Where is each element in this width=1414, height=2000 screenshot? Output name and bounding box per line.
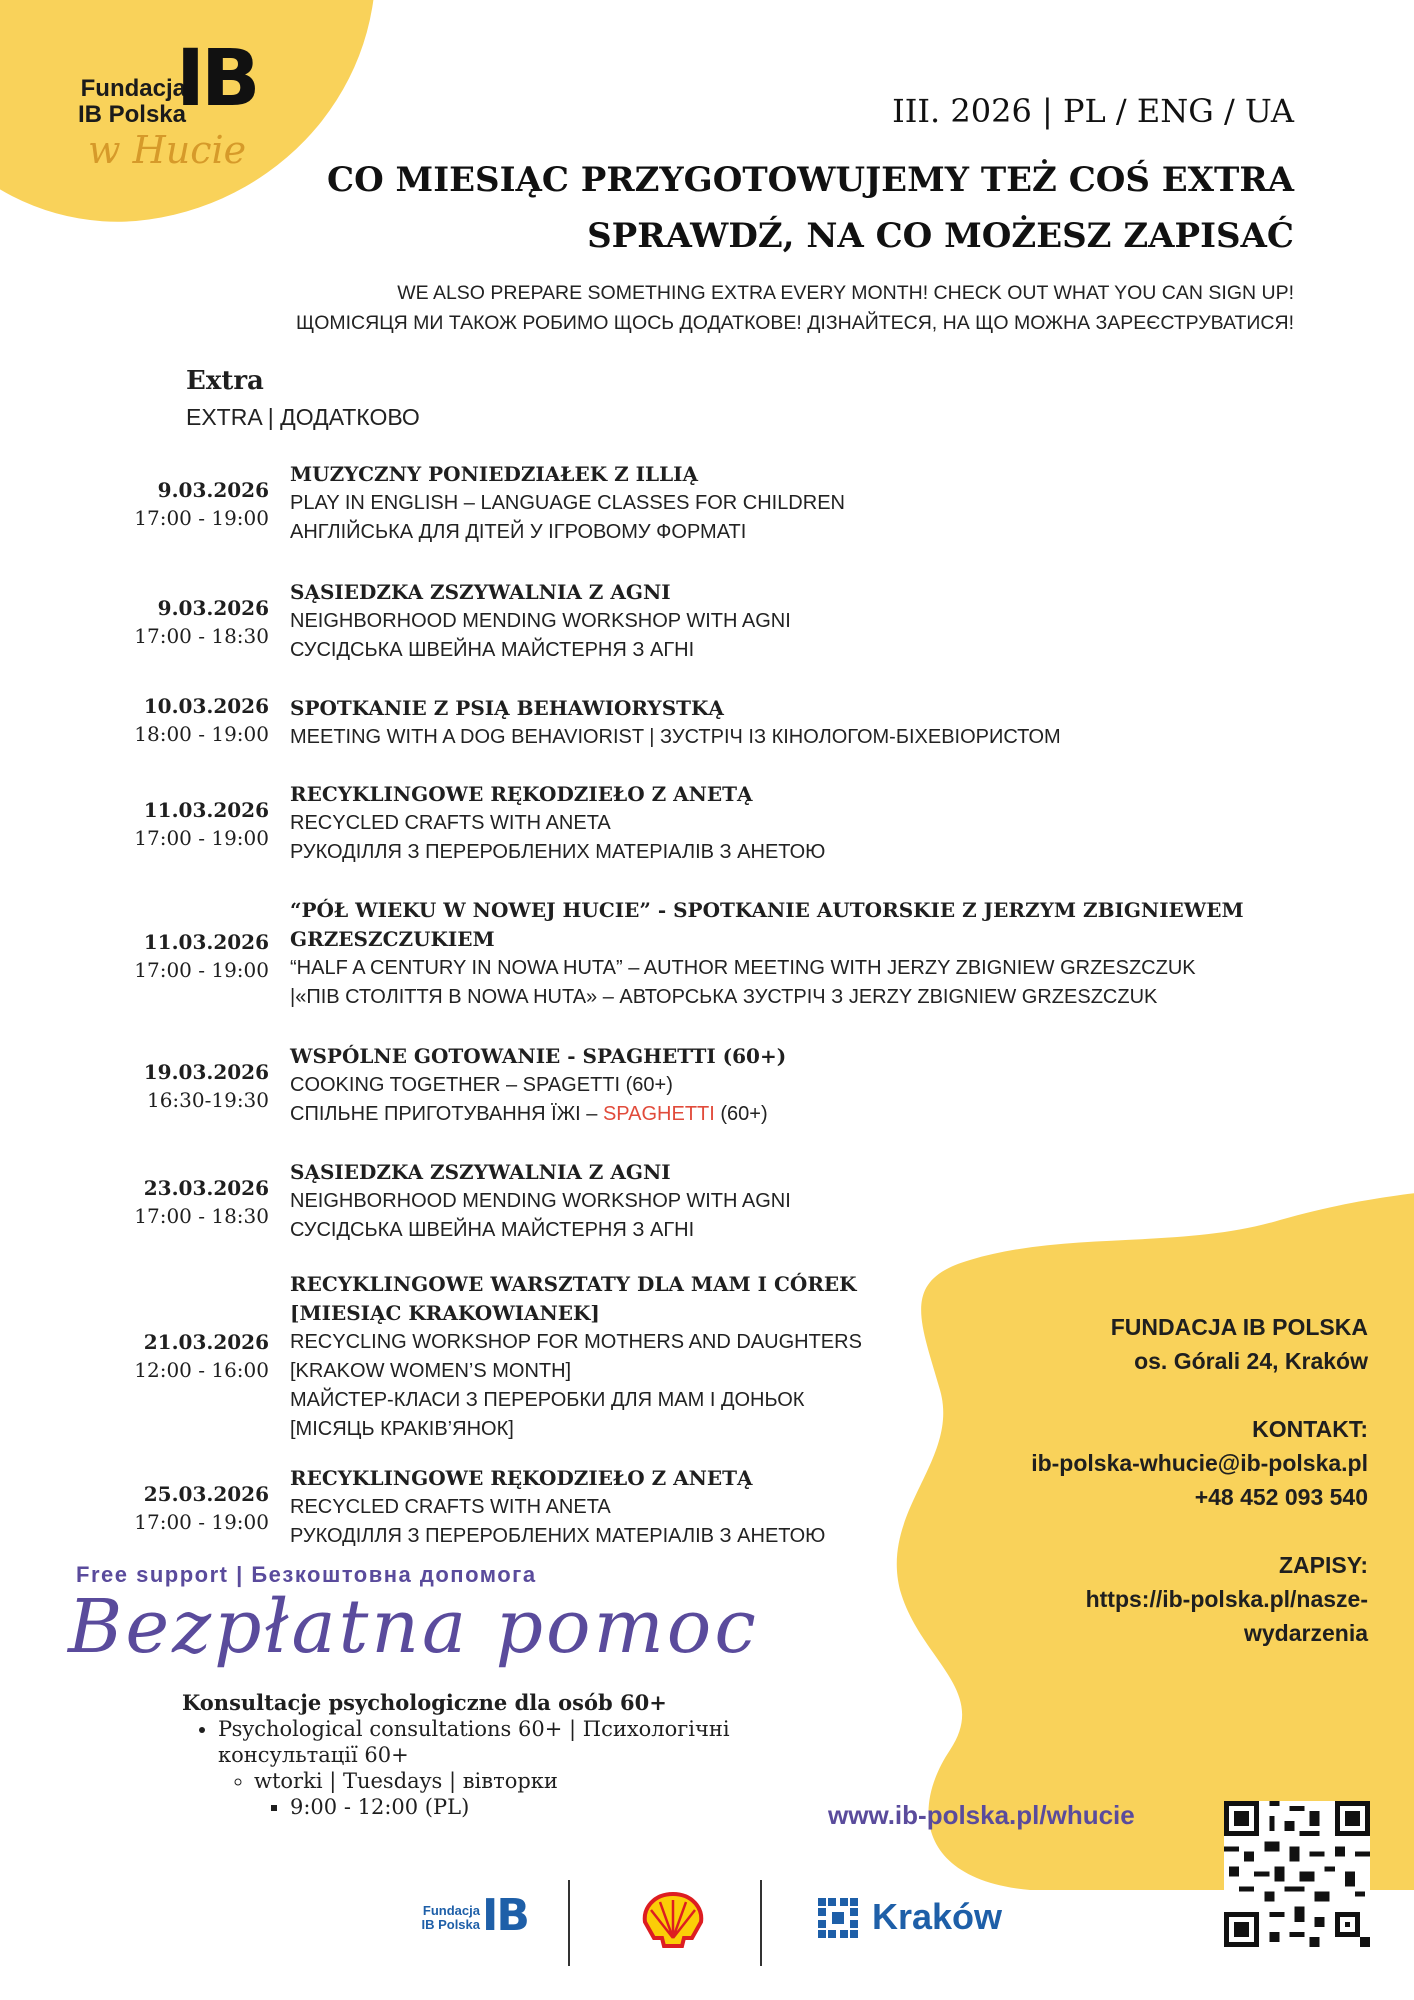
- event-time: 17:00 - 18:30: [134, 624, 269, 648]
- footer-divider: [568, 1880, 570, 1966]
- consultation-item: • Psychological consultations 60+ | Психологічні консультації 60+ ◦ wtorki | Tuesdays | вівторки ▪ 9:00 - 12:00 (PL): [218, 1716, 730, 1820]
- event-time: 12:00 - 16:00: [134, 1358, 269, 1382]
- highlight-text: SPAGHETTI: [602, 1103, 715, 1125]
- page-subheadline: WE ALSO PREPARE SOMETHING EXTRA EVERY MONTH! CHECK OUT WHAT YOU CAN SIGN UP! ЩОМІСЯЦЯ МИ ТАКОЖ РОБИМО ЩОСЬ ДОДАТКОВЕ! ДІЗНАЙТЕСЯ, НА ЩО МОЖНА ЗАРЕЄСТРУВАТИСЯ!: [295, 282, 1294, 334]
- footer-divider: [760, 1880, 762, 1966]
- event-time: 17:00 - 18:30: [134, 1204, 269, 1228]
- section-subtitle: EXTRA | ДОДАТКОВО: [186, 404, 420, 430]
- event-time: 17:00 - 19:00: [134, 958, 269, 982]
- event-line-ua: СУСІДСЬКА ШВЕЙНА МАЙСТЕРНЯ З АГНІ: [290, 639, 695, 661]
- consultation-block: [182, 1690, 730, 1820]
- contact-email[interactable]: ib-polska-whucie@ib-polska.pl: [1031, 1450, 1368, 1476]
- section-title: Extra: [186, 366, 264, 396]
- event-line-en: “HALF A CENTURY IN NOWA HUTA” – AUTHOR MEETING WITH JERZY ZBIGNIEW GRZESZCZUK: [290, 957, 1196, 979]
- event-date: 11.03.2026: [143, 798, 269, 822]
- logo-ib-mark: IB: [176, 34, 257, 124]
- event-title: SĄSIEDZKA ZSZYWALNIA Z AGNI: [290, 580, 671, 604]
- event-title: RECYKLINGOWE WARSZTATY DLA MAM I CÓREK: [290, 1272, 857, 1296]
- event-line-en: RECYCLING WORKSHOP FOR MOTHERS AND DAUGHTERS: [290, 1331, 862, 1353]
- event-time: 16:30-19:30: [146, 1088, 269, 1112]
- free-support-title: Bezpłatna pomoc: [68, 1584, 759, 1670]
- org-address: os. Górali 24, Kraków: [1134, 1348, 1368, 1374]
- event-line-en-cont: [KRAKOW WOMEN’S MONTH]: [290, 1360, 572, 1382]
- event-title: RECYKLINGOWE RĘKODZIEŁO Z ANETĄ: [290, 1466, 753, 1490]
- event-date: 10.03.2026: [143, 694, 269, 718]
- signup-label: ZAPISY:: [1278, 1552, 1368, 1578]
- event-line-ua: |«ПІВ СТОЛІТТЯ В NOWA HUTA» – АВТОРСЬКА ЗУСТРІЧ З JERZY ZBIGNIEW GRZESZCZUK: [290, 986, 1158, 1008]
- event-time: 18:00 - 19:00: [134, 722, 269, 746]
- event-title: SPOTKANIE Z PSIĄ BEHAWIORYSTKĄ: [290, 696, 724, 720]
- event-line-en: NEIGHBORHOOD MENDING WORKSHOP WITH AGNI: [290, 1190, 791, 1212]
- krakow-grid-icon: [818, 1898, 858, 1938]
- event-date: 23.03.2026: [143, 1176, 269, 1200]
- event-title-cont: GRZESZCZUKIEM: [290, 927, 495, 951]
- event-date: 9.03.2026: [157, 596, 269, 620]
- contact-phone[interactable]: +48 452 093 540: [1194, 1484, 1368, 1510]
- event-line-ua: АНГЛІЙСЬКА ДЛЯ ДІТЕЙ У ІГРОВОМУ ФОРМАТІ: [290, 521, 747, 543]
- event-title-cont: [MIESIĄC KRAKOWIANEK]: [290, 1301, 600, 1325]
- event-time: 17:00 - 19:00: [134, 1510, 269, 1534]
- logo-tagline: w Hucie: [88, 128, 247, 172]
- event-date: 11.03.2026: [143, 930, 269, 954]
- event-line-en: RECYCLED CRAFTS WITH ANETA: [290, 1496, 611, 1518]
- consultation-hours: ▪ 9:00 - 12:00 (PL): [290, 1794, 730, 1820]
- event-line-ua: МАЙСТЕР-КЛАСИ З ПЕРЕРОБКИ ДЛЯ МАМ І ДОНЬОК: [290, 1389, 805, 1411]
- event-line-ua: СУСІДСЬКА ШВЕЙНА МАЙСТЕРНЯ З АГНІ: [290, 1219, 695, 1241]
- event-line-en-ua: MEETING WITH A DOG BEHAVIORIST | ЗУСТРІЧ ІЗ КІНОЛОГОМ-БІХЕВІОРИСТОМ: [290, 726, 1061, 748]
- signup-link[interactable]: https://ib-polska.pl/nasze- wydarzenia: [1085, 1586, 1368, 1646]
- event-title: SĄSIEDZKA ZSZYWALNIA Z AGNI: [290, 1160, 671, 1184]
- contact-block: [1031, 1310, 1368, 1650]
- shell-logo-icon: [640, 1892, 706, 1950]
- event-line-en: NEIGHBORHOOD MENDING WORKSHOP WITH AGNI: [290, 610, 791, 632]
- month-language-line: III. 2026 | PL / ENG / UA: [892, 92, 1294, 130]
- event-line-ua: РУКОДІЛЛЯ З ПЕРЕРОБЛЕНИХ МАТЕРІАЛІВ З АНЕТОЮ: [290, 1525, 826, 1547]
- qr-code: [1224, 1800, 1370, 1948]
- org-name: FUNDACJA IB POLSKA: [1110, 1314, 1368, 1340]
- event-title: “PÓŁ WIEKU W NOWEJ HUCIE” - SPOTKANIE AUTORSKIE Z JERZYM ZBIGNIEWEM: [290, 898, 1244, 922]
- event-line-en: RECYCLED CRAFTS WITH ANETA: [290, 812, 611, 834]
- contact-label: KONTAKT:: [1252, 1416, 1368, 1442]
- event-time: 17:00 - 19:00: [134, 506, 269, 530]
- event-date: 25.03.2026: [143, 1482, 269, 1506]
- event-title: WSPÓLNE GOTOWANIE - SPAGHETTI (60+): [290, 1044, 787, 1068]
- event-title: RECYKLINGOWE RĘKODZIEŁO Z ANETĄ: [290, 782, 753, 806]
- event-date: 21.03.2026: [143, 1330, 269, 1354]
- consultation-list: [182, 1716, 730, 1820]
- logo-fundacja-text: Fundacja IB Polska: [77, 75, 186, 128]
- event-line-en: COOKING TOGETHER – SPAGETTI (60+): [290, 1074, 673, 1096]
- website-link[interactable]: www.ib-polska.pl/whucie: [828, 1800, 1135, 1830]
- event-line-ua: СПІЛЬНЕ ПРИГОТУВАННЯ ЇЖІ – SPAGHETTI (60+): [290, 1103, 768, 1125]
- consultation-day: ◦ wtorki | Tuesdays | вівторки ▪ 9:00 - 12:00 (PL): [254, 1768, 730, 1820]
- event-title: MUZYCZNY PONIEDZIAŁEK Z ILLIĄ: [290, 462, 699, 486]
- event-line-en: PLAY IN ENGLISH – LANGUAGE CLASSES FOR CHILDREN: [290, 492, 845, 514]
- consultation-heading: Konsultacje psychologiczne dla osób 60+: [182, 1690, 667, 1715]
- free-support-label: Free support | Безкоштовна допомога: [76, 1562, 537, 1587]
- event-line-ua-cont: [МІСЯЦЬ КРАКІВ’ЯНОК]: [290, 1418, 514, 1440]
- event-time: 17:00 - 19:00: [134, 826, 269, 850]
- event-date: 9.03.2026: [157, 478, 269, 502]
- event-line-ua: РУКОДІЛЛЯ З ПЕРЕРОБЛЕНИХ МАТЕРІАЛІВ З АНЕТОЮ: [290, 841, 826, 863]
- page-headline: CO MIESIĄC PRZYGOTOWUJEMY TEŻ COŚ EXTRA SPRAWDŹ, NA CO MOŻESZ ZAPISAĆ: [327, 160, 1294, 256]
- event-date: 19.03.2026: [143, 1060, 269, 1084]
